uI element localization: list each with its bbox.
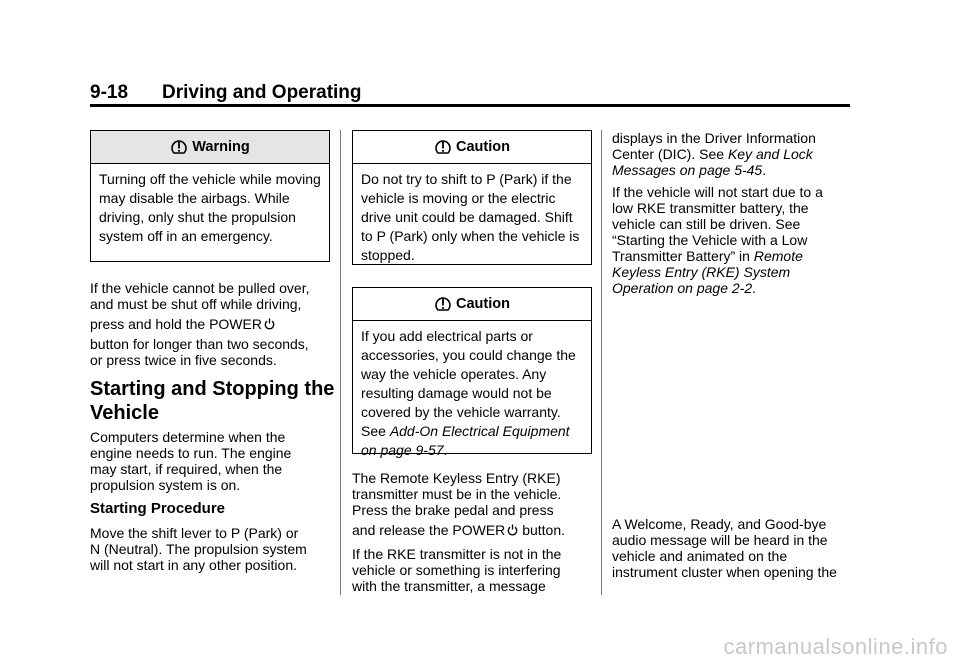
cross-reference-link[interactable]: Operation on page 2-2 — [612, 280, 753, 296]
text-line — [612, 146, 862, 162]
caution-title: Caution — [456, 139, 510, 155]
procedure-paragraph — [90, 525, 335, 573]
caution-icon — [434, 138, 452, 156]
caution-title: Caution — [456, 296, 510, 312]
cross-reference-link[interactable]: Messages on page 5-45 — [612, 162, 763, 178]
rke-missing-paragraph — [352, 546, 597, 594]
text-line: or press twice in five seconds. — [90, 352, 277, 368]
text-line: with the transmitter, a message — [352, 578, 546, 594]
computers-paragraph — [90, 429, 335, 493]
text-line — [612, 162, 862, 178]
text-line: vehicle can still be driven. See — [612, 216, 801, 232]
text-line: will not start in any other position. — [90, 557, 297, 573]
text-line: vehicle or something is interfering — [352, 562, 561, 578]
warning-box — [90, 130, 330, 262]
text-span: . — [762, 162, 767, 178]
dic-paragraph — [612, 130, 862, 178]
text-line: may start, if required, when the — [90, 461, 283, 477]
cross-reference-link[interactable]: Keyless Entry (RKE) System — [612, 264, 791, 280]
warning-title: Warning — [192, 139, 250, 155]
text-line: displays in the Driver Information — [612, 130, 816, 146]
text-span: . — [443, 442, 448, 458]
text-line: instrument cluster when opening the — [612, 564, 837, 580]
rke-paragraph — [352, 470, 597, 538]
caution-header — [353, 131, 591, 164]
text-span: Center (DIC). See — [612, 146, 728, 162]
text-line: button for longer than two seconds, — [90, 336, 309, 352]
text-span: Transmitter Battery” in — [612, 248, 754, 264]
column-divider-2 — [601, 130, 602, 595]
text-line — [612, 264, 862, 280]
cross-reference-link[interactable]: Key and Lock — [727, 146, 813, 162]
column-divider-1 — [340, 130, 341, 595]
text-line: N (Neutral). The propulsion system — [90, 541, 307, 557]
text-line: Press the brake pedal and press — [352, 502, 554, 518]
text-line: A Welcome, Ready, and Good-bye — [612, 516, 827, 532]
warning-body: Turning off the vehicle while moving may disable the airbags. While driving, only shut the propulsion system off in an emergency. — [99, 171, 321, 244]
text-line: The Remote Keyless Entry (RKE) — [352, 470, 561, 486]
page-number: 9-18 — [90, 82, 129, 103]
text-line: low RKE transmitter battery, the — [612, 200, 809, 216]
text-line — [90, 316, 335, 332]
text-line: transmitter must be in the vehicle. — [352, 486, 562, 502]
low-battery-paragraph — [612, 184, 862, 296]
text-line — [612, 248, 862, 264]
power-icon — [507, 524, 518, 536]
warning-icon — [170, 138, 188, 156]
text-span: button. — [522, 522, 566, 538]
header-rule — [90, 104, 850, 107]
text-line: If the vehicle cannot be pulled over, — [90, 280, 310, 296]
warning-header — [91, 131, 329, 164]
section-title: Driving and Operating — [162, 82, 362, 103]
text-line: vehicle and animated on the — [612, 548, 788, 564]
text-line: “Starting the Vehicle with a Low — [612, 232, 808, 248]
text-line: Computers determine when the — [90, 429, 286, 445]
text-line: If the RKE transmitter is not in the — [352, 546, 562, 562]
caution-box-2 — [352, 287, 592, 458]
text-line: If the vehicle will not start due to a — [612, 184, 823, 200]
text-line: audio message will be heard in the — [612, 532, 828, 548]
caution-icon — [434, 295, 452, 313]
text-line — [352, 522, 597, 538]
text-span: and release the POWER — [352, 522, 506, 538]
power-icon — [264, 318, 275, 330]
text-line: propulsion system is on. — [90, 477, 241, 493]
watermark: carmanualsonline.info — [723, 634, 948, 659]
text-span: press and hold the POWER — [90, 316, 262, 332]
text-line: engine needs to run. The engine — [90, 445, 292, 461]
welcome-paragraph — [612, 516, 862, 580]
caution-body: Do not try to shift to P (Park) if the vehicle is moving or the electric drive unit could be damaged. Shift to P (Park) only when the vehicle is stopped. — [361, 171, 580, 263]
cross-reference-link[interactable]: Remote — [753, 248, 803, 264]
subheading: Starting Procedure — [90, 500, 226, 517]
caution-box-1 — [352, 130, 592, 265]
caution-header — [353, 288, 591, 321]
shutoff-paragraph — [90, 280, 335, 368]
text-line: and must be shut off while driving, — [90, 296, 302, 312]
page-header — [90, 82, 848, 106]
caution-body — [353, 321, 591, 460]
text-line — [612, 280, 862, 296]
text-span: If you add electrical parts or accessories, you could change the way the vehicle operates. Any resulting damage would not be covered by the vehicle warranty. See — [361, 328, 576, 439]
text-line: Move the shift lever to P (Park) or — [90, 525, 299, 541]
section-heading: Starting and Stopping the Vehicle — [90, 378, 335, 424]
cross-reference-link[interactable]: Add-On Electrical Equipment on page 9-57 — [361, 423, 570, 458]
text-span: . — [752, 280, 756, 296]
